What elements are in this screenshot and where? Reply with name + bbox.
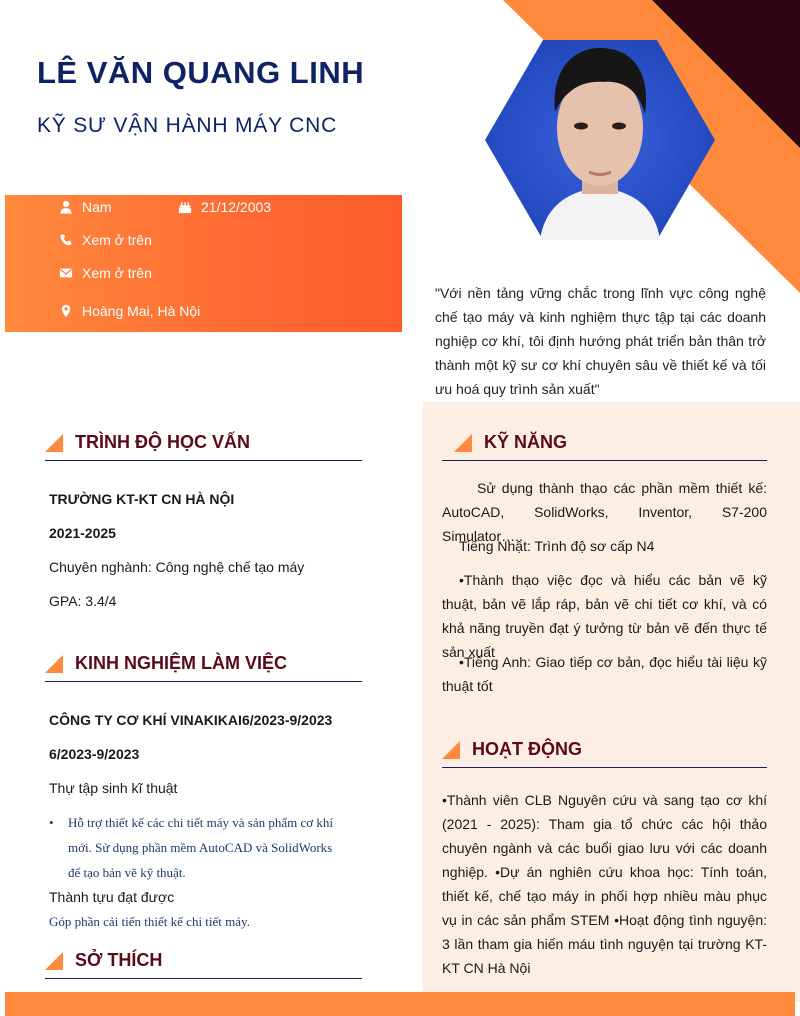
skill-drawing-reading: •Thành thạo việc đọc và hiểu các bản vẽ kỹ thuật, bản vẽ lắp ráp, bản vẽ chi tiết cơ khí, và có khả năng truyền đạt ý tưởng từ bản vẽ đến thực tế sản xuất bbox=[442, 572, 767, 660]
career-objective-quote: "Với nền tảng vững chắc trong lĩnh vực công nghệ chế tạo máy và kinh nghiệm thực tập tại các doanh nghiệp cơ khí, tôi định hướng phát triển bản thân trở thành một kỹ sư cơ khí chuyên sâu về thiết kế và tối ưu hoá quy trình sản xuất" bbox=[435, 285, 766, 397]
experience-section-header bbox=[45, 653, 287, 674]
skill-english: •Tiếng Anh: Giao tiếp cơ bản, đọc hiểu tài liệu kỹ thuật tốt bbox=[442, 654, 767, 694]
activities-text: •Thành viên CLB Nguyên cứu và sang tạo cơ khí (2021 - 2025): Tham gia tổ chức các hội thảo chuyên ngành và các buổi giao lưu với các doanh nghiệp. •Dự án nghiên cứu khoa học: Tính toán, thiết kế, chế tạo máy in phối hợp nhiều màu phục vụ in các sản phẩm STEM •Hoạt động tình nguyện: 3 lần tham gia hiến máu tình nguyện tại trường KT-KT CN Hà Nội bbox=[442, 792, 767, 976]
position-title: Thự tập sinh kĩ thuật bbox=[49, 780, 178, 796]
hobbies-title: SỞ THÍCH bbox=[75, 950, 163, 970]
hobbies-divider bbox=[45, 978, 362, 979]
footer-bar bbox=[5, 992, 795, 1016]
profile-photo bbox=[485, 40, 715, 240]
candidate-role: KỸ SƯ VẬN HÀNH MÁY CNC bbox=[37, 114, 338, 137]
achievement-text: Góp phần cải tiến thiết kế chi tiết máy. bbox=[49, 914, 250, 929]
address-value: Hoàng Mai, Hà Nội bbox=[82, 303, 201, 319]
skills-divider bbox=[442, 460, 767, 461]
school-name: TRƯỜNG KT-KT CN HÀ NỘI bbox=[49, 491, 235, 507]
birthday-value: 21/12/2003 bbox=[201, 199, 272, 215]
education-divider bbox=[45, 460, 362, 461]
experience-divider bbox=[45, 681, 362, 682]
candidate-name: LÊ VĂN QUANG LINH bbox=[37, 55, 365, 90]
activities-section-header bbox=[442, 739, 582, 760]
company-name: CÔNG TY CƠ KHÍ VINAKIKAI bbox=[49, 712, 242, 728]
activities-divider bbox=[442, 767, 767, 768]
birthday-cake-icon bbox=[177, 199, 193, 215]
contact-phone bbox=[58, 232, 152, 248]
contact-address bbox=[58, 303, 200, 319]
gender-value: Nam bbox=[82, 199, 112, 215]
experience-title: KINH NGHIỆM LÀM VIỆC bbox=[75, 653, 288, 673]
section-triangle-icon bbox=[45, 952, 63, 970]
duty-line-3: để tạo bản vẽ kỹ thuật. bbox=[68, 865, 186, 880]
duty-line-2: mới. Sử dụng phần mềm AutoCAD và SolidWorks bbox=[68, 840, 333, 855]
contact-gender bbox=[58, 199, 112, 215]
section-triangle-icon bbox=[45, 655, 63, 673]
education-major: Chuyên nghành: Công nghệ chế tạo máy bbox=[49, 559, 305, 575]
achievement-label: Thành tựu đạt được bbox=[49, 889, 175, 905]
duty-line-1: Hỗ trợ thiết kế các chi tiết máy và sản phẩm cơ khí bbox=[68, 815, 333, 830]
education-title: TRÌNH ĐỘ HỌC VẤN bbox=[75, 432, 250, 452]
skills-title: KỸ NĂNG bbox=[484, 432, 568, 452]
experience-period-repeat: 6/2023-9/2023 bbox=[49, 746, 140, 762]
map-marker-icon bbox=[58, 303, 74, 319]
phone-icon bbox=[58, 232, 74, 248]
experience-period: 6/2023-9/2023 bbox=[242, 712, 333, 728]
education-section-header bbox=[45, 432, 250, 453]
skill-software: Sử dụng thành thạo các phần mềm thiết kế: AutoCAD, SolidWorks, Inventor, S7-200 Simulator….. bbox=[442, 480, 767, 544]
contact-box bbox=[5, 195, 402, 332]
section-triangle-icon bbox=[45, 434, 63, 452]
bullet-mark: • bbox=[49, 815, 54, 830]
education-years: 2021-2025 bbox=[49, 525, 116, 541]
skill-japanese: Tiếng Nhật: Trình độ sơ cấp N4 bbox=[459, 538, 655, 554]
email-value: Xem ở trên bbox=[82, 265, 152, 281]
contact-email bbox=[58, 265, 152, 281]
user-icon bbox=[58, 199, 74, 215]
education-gpa: GPA: 3.4/4 bbox=[49, 593, 117, 609]
activities-title: HOẠT ĐỘNG bbox=[472, 739, 582, 759]
phone-value: Xem ở trên bbox=[82, 232, 152, 248]
skills-section-header bbox=[454, 432, 567, 453]
envelope-icon bbox=[58, 265, 74, 281]
section-triangle-icon bbox=[442, 741, 460, 759]
hobbies-section-header bbox=[45, 950, 162, 971]
section-triangle-icon bbox=[454, 434, 472, 452]
contact-birthday bbox=[177, 199, 271, 215]
